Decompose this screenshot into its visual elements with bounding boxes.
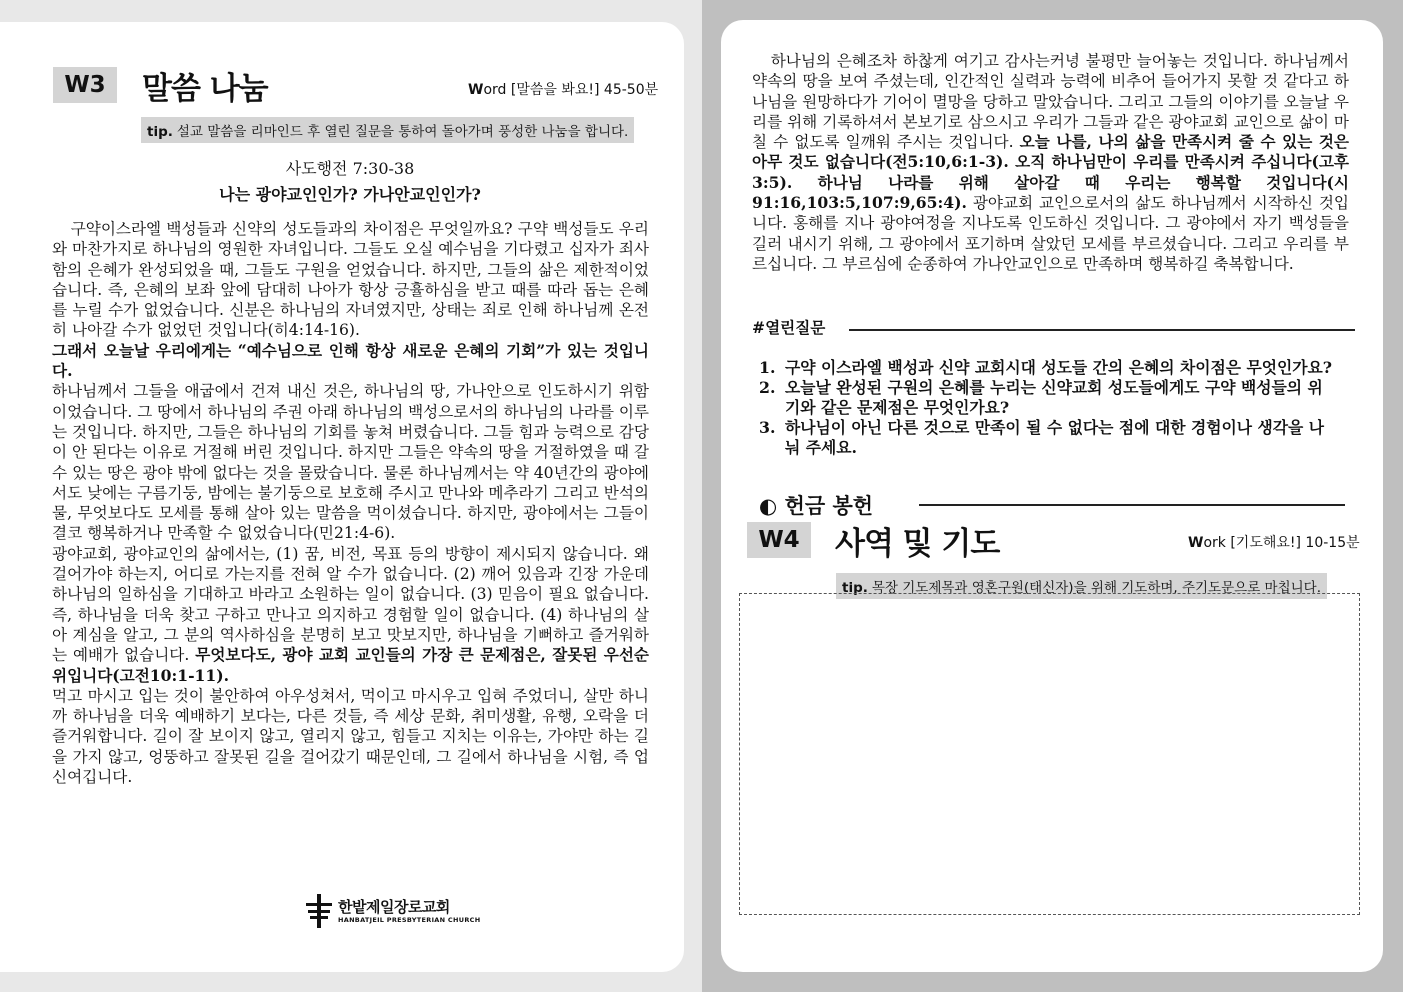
offering-heading: ◐ 헌금 봉헌 bbox=[759, 494, 874, 518]
paragraph: 먹고 마시고 입는 것이 불안하여 아우성쳐서, 먹이고 마시우고 입혀 주었더니, 살만 하니까 하나님을 더욱 예배하기 보다는, 다른 것들, 즉 세상 문화, 취미생활, 유행, 오락을 더 즐거워합니다. 길이 잘 보이지 않고, 열리지 않고, 힘들고 지치는 이유는, 가야만 하는 길을 가지 않고, 엉뚱하고 잘못된 길을 걸어갔기 때문인데, 그 길에서 하나님을 시험, 즉 업신여깁니다. bbox=[52, 686, 649, 787]
right-page bbox=[721, 20, 1383, 972]
church-name-en: HANBATJEIL PRESBYTERIAN CHURCH bbox=[338, 916, 481, 924]
question-item: 2. 오늘날 완성된 구원의 은혜를 누리는 신약교회 성도들에게도 구약 백성들의 위기와 같은 문제점은 무엇인가요? bbox=[759, 378, 1323, 417]
paragraph: 광야교회, 광야교인의 삶에서는, (1) 꿈, 비전, 목표 등의 방향이 제시되지 않습니다. 왜 걸어가야 하는지, 어디로 가는지를 전혀 알 수가 없습니다. (2) 깨어 있음과 긴장 가운데 하나님의 일하심을 기대하고 바라고 소원하는 일이 없습니다. (3) 믿음이 필요 없습니다. 즉, 하나님을 더욱 찾고 구하고 만나고 의지하고 경험할 일이 없습니다. (4) 하나님의 살아 계심을 알고, 그 분의 역사하심을 분명히 보고 맛보지만, 하나님을 기뻐하고 즐거워하는 예배가 없습니다. 무엇보다도, 광야 교회 교인들의 가장 큰 문제점은, 잘못된 우선순위입니다(고전10:1-11). bbox=[52, 544, 649, 685]
paragraph: 하나님의 은혜조차 하찮게 여기고 감사는커녕 불평만 늘어놓는 것입니다. 하나님께서 약속의 땅을 보여 주셨는데, 인간적인 실력과 능력에 비추어 들어가지 못할 것 같다고 하나님을 원망하다가 기어이 멸망을 당하고 말았습니다. 그리고 그들의 이야기를 오늘날 우리를 위해 기록하셔서 본보기로 삼으시고 우리가 그들과 같은 광야교회 교인으로 삶이 마칠 수 없도록 일깨워 주시는 것입니다. 오늘 나를, 나의 삶을 만족시켜 줄 수 있는 것은 아무 것도 없습니다(전5:10,6:1-3). 오직 하나님만이 우리를 만족시켜 주십니다(고후3:5). 하나님 나라를 위해 살아갈 때 우리는 행복할 것입니다(시91:16,103:5,107:9,65:4). 광야교회 교인으로서의 삶도 하나님께서 시작하신 것입니다. 홍해를 지나 광야여정을 지나도록 인도하신 것입니다. 그 광야에서 자기 백성들을 길러 내시기 위해, 그 광야에서 포기하며 살았던 모세를 부르셨습니다. 그리고 우리를 부르십니다. 그 부르심에 순종하여 가나안교인으로 만족하며 행복하길 축복합니다. bbox=[752, 52, 1349, 273]
w4-badge: W4 bbox=[747, 522, 811, 558]
church-name: 한밭제일장로교회 bbox=[338, 898, 450, 916]
paragraph: 구약이스라엘 백성들과 신약의 성도들과의 차이점은 무엇일까요? 구약 백성들도 우리와 마찬가지로 하나님의 영원한 자녀입니다. 그들도 오실 예수님을 기다렸고 십자가 죄사함의 은혜가 완성되었을 때, 그들도 구원을 얻었습니다. 하지만, 그들의 삶은 제한적이었습니다. 즉, 은혜의 보좌 앞에 담대히 나아가 항상 긍휼하심을 받고 때를 따라 돕는 은혜를 누릴 수가 없었습니다. 신분은 하나님의 자녀였지만, 상태는 죄로 인해 하나님께 온전히 나아갈 수가 없었던 것입니다(히4:14-16). bbox=[52, 220, 649, 340]
scripture-reference: 사도행전 7:30-38 bbox=[285, 159, 415, 178]
open-questions-label: #열린질문 bbox=[752, 318, 826, 337]
section-title: 사역 및 기도 bbox=[835, 526, 1000, 562]
w3-badge: W3 bbox=[53, 67, 117, 103]
question-list bbox=[755, 358, 1338, 458]
divider-line bbox=[849, 329, 1355, 331]
cross-logo-icon bbox=[304, 894, 334, 928]
sermon-title: 나는 광야교인인가? 가나안교인인가? bbox=[219, 185, 481, 204]
section-title: 말씀 나눔 bbox=[142, 71, 268, 107]
left-page bbox=[0, 22, 684, 972]
question-item: 1. 구약 이스라엘 백성과 신약 교회시대 성도들 간의 은혜의 차이점은 무엇인가요? bbox=[759, 358, 1333, 377]
sermon-body bbox=[52, 219, 649, 787]
paragraph-bold: 그래서 오늘날 우리에게는 “예수님으로 인해 항상 새로운 은혜의 기회”가 있는 것입니다. bbox=[52, 340, 649, 381]
church-logo bbox=[304, 894, 484, 934]
tip-banner: tip. 목장 기도제목과 영혼구원(태신자)을 위해 기도하며, 주기도문으로 마칩니다. bbox=[836, 573, 1327, 599]
paragraph: 하나님께서 그들을 애굽에서 건져 내신 것은, 하나님의 땅, 가나안으로 인도하시기 위함이었습니다. 그 땅에서 하나님의 주권 아래 하나님의 백성으로서의 하나님의 나라를 이루는 것입니다. 하지만, 그들은 하나님의 기회를 놓쳐 버렸습니다. 그들 힘과 능력으로 감당이 안 된다는 이유로 거절해 버린 것입니다. 하지만 그들은 약속의 땅을 거절하였을 때 갈 수 있는 땅은 광야 밖에 없다는 것을 몰랐습니다. 물론 하나님께서는 약 40년간의 광야에서도 낮에는 구름기둥, 밤에는 불기둥으로 보호해 주시고 만나와 메추라기 그리고 반석의 물, 무엇보다도 모세를 통해 살아 있는 말씀을 먹이셨습니다. 하지만, 광야에서는 그들이 결코 행복하거나 만족할 수 없었습니다(민21:4-6). bbox=[52, 382, 649, 543]
divider-line bbox=[919, 504, 1345, 506]
section-time: Work [기도해요!] 10-15분 bbox=[1188, 535, 1360, 551]
prayer-notes-box[interactable] bbox=[739, 593, 1360, 915]
tip-banner: tip. 설교 말씀을 리마인드 후 열린 질문을 통하여 돌아가며 풍성한 나눔을 합니다. bbox=[141, 117, 634, 143]
half-circle-icon: ◐ bbox=[759, 494, 778, 518]
section-time: Word [말씀을 봐요!] 45-50분 bbox=[468, 82, 659, 98]
sermon-body-continued bbox=[752, 51, 1349, 274]
question-item: 3. 하나님이 아닌 다른 것으로 만족이 될 수 없다는 점에 대한 경험이나 생각을 나눠 주세요. bbox=[759, 418, 1325, 457]
